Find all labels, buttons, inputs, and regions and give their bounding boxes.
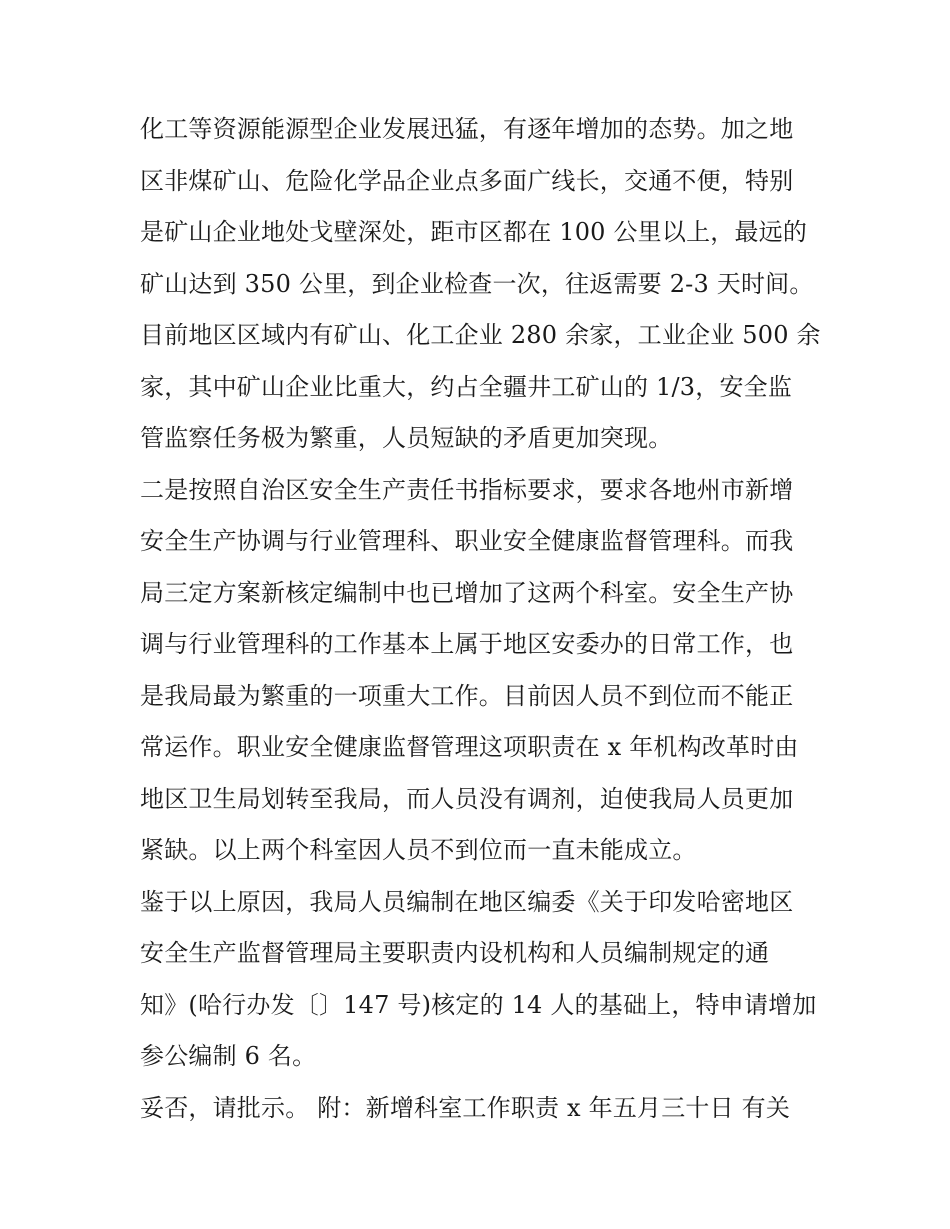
text-line: 地区卫生局划转至我局，而人员没有调剂，迫使我局人员更加 — [140, 784, 794, 813]
text-line: 二是按照自治区安全生产责任书指标要求，要求各地州市新增 — [140, 475, 794, 504]
text-line: 紧缺。以上两个科室因人员不到位而一直未能成立。 — [140, 836, 697, 864]
text-line: 局三定方案新核定编制中也已增加了这两个科室。安全生产协 — [140, 578, 794, 607]
text-line: 鉴于以上原因，我局人员编制在地区编委《关于印发哈密地区 — [140, 887, 794, 916]
text-line: 安全生产协调与行业管理科、职业安全健康监督管理科。而我 — [140, 527, 794, 555]
text-line: 是矿山企业地处戈壁深处，距市区都在 100 公里以上，最远的 — [140, 218, 808, 246]
text-line: 常运作。职业安全健康监督管理这项职责在 x 年机构改革时由 — [140, 733, 799, 761]
text-line: 化工等资源能源型企业发展迅猛，有逐年增加的态势。加之地 — [140, 115, 794, 143]
text-line: 安全生产监督管理局主要职责内设机构和人员编制规定的通 — [140, 939, 770, 967]
text-line: 参公编制 6 名。 — [140, 1042, 317, 1070]
text-line: 目前地区区域内有矿山、化工企业 280 余家，工业企业 500 余 — [140, 321, 821, 349]
text-line: 管监察任务极为繁重，人员短缺的矛盾更加突现。 — [140, 424, 673, 452]
text-line: 矿山达到 350 公里，到企业检查一次，往返需要 2-3 天时间。 — [140, 269, 814, 298]
text-line: 妥否，请批示。 附：新增科室工作职责 x 年五月三十日 有关 — [140, 1093, 791, 1122]
text-line: 调与行业管理科的工作基本上属于地区安委办的日常工作，也 — [140, 630, 794, 658]
text-line: 知》(哈行办发〔〕147 号)核定的 14 人的基础上，特申请增加 — [140, 990, 817, 1019]
document-body — [140, 104, 820, 1134]
text-line: 区非煤矿山、危险化学品企业点多面广线长，交通不便，特别 — [140, 166, 794, 195]
text-line: 是我局最为繁重的一项重大工作。目前因人员不到位而不能正 — [140, 681, 794, 710]
text-line: 家，其中矿山企业比重大，约占全疆井工矿山的 1/3，安全监 — [140, 372, 793, 401]
